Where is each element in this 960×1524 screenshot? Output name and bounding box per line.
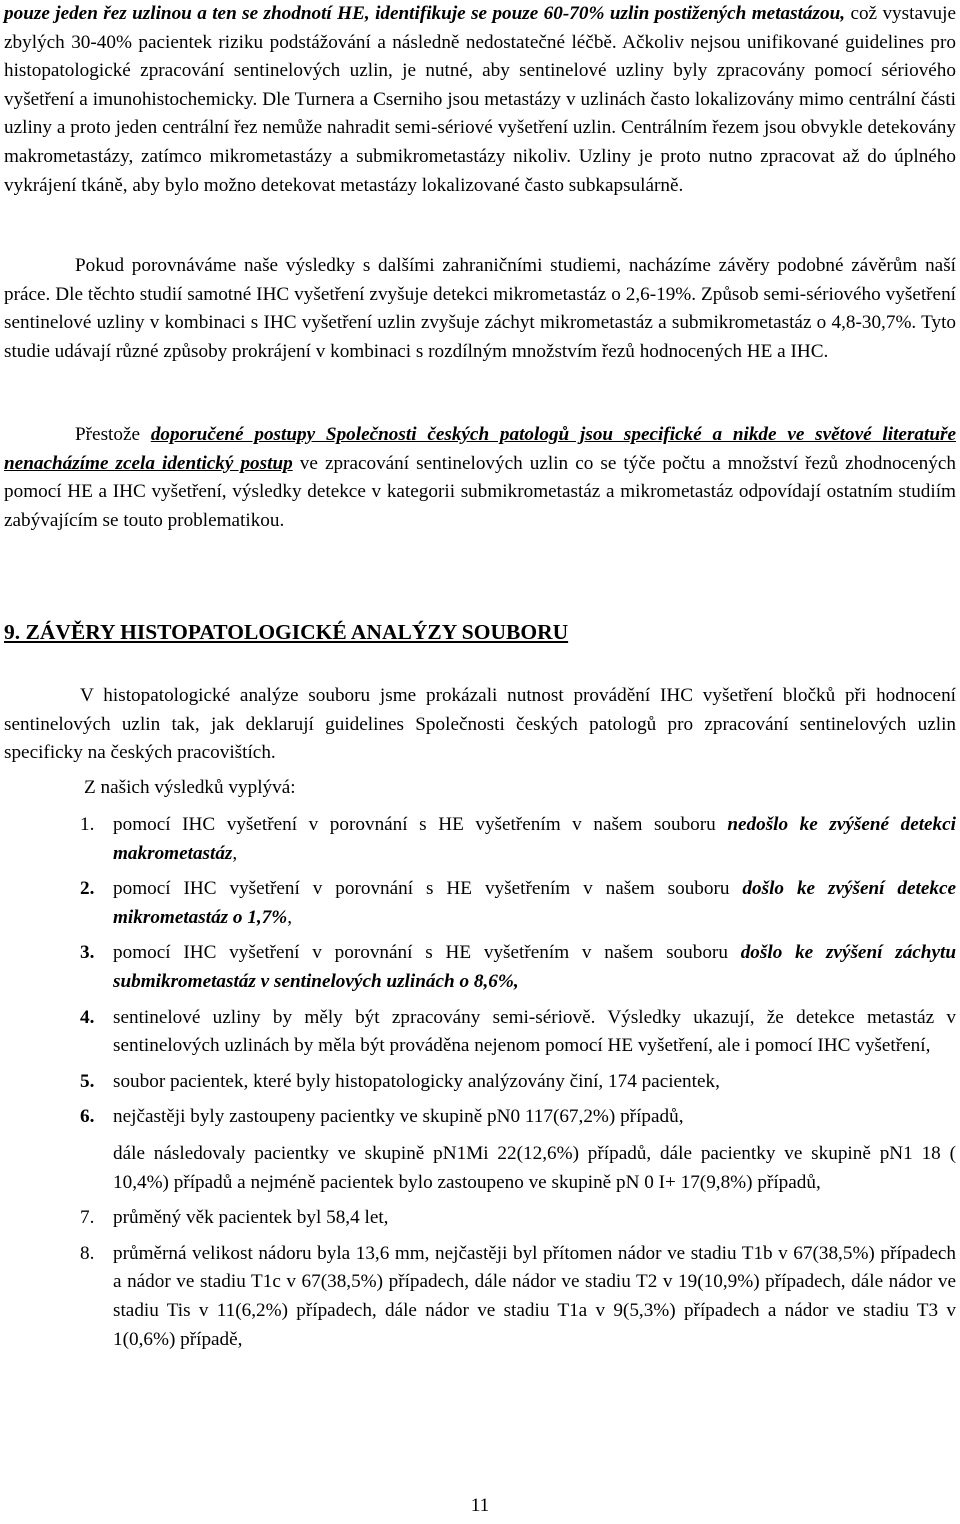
list-number: 3. xyxy=(80,942,95,964)
paragraph-conclusion: V histopatologické analýze souboru jsme prokázali nutnost provádění IHC vyšetření bločků při hodnocení sentinelových uzlin tak, jak deklarují guidelines Společnosti českých patologů pro zpracování sentinelových uzlin specificky na českých pracovištích. xyxy=(4,685,956,764)
emphasis-text: došlo ke zvýšení záchytu submikrometastáz v sentinelových uzlinách o 8,6%, xyxy=(113,942,956,992)
list-item xyxy=(4,1240,956,1354)
list-item-continuation: dále následovaly pacientky ve skupině pN1Mi 22(12,6%) případů, dále pacientky ve skupině pN1 18 ( 10,4%) případů a nejméně pacientek bylo zastoupeno ve skupině pN 0 I+ 17(9,8%) případů, xyxy=(113,1142,956,1193)
list-number: 7. xyxy=(80,1207,95,1229)
list-item xyxy=(4,1004,956,1061)
list-number: 8. xyxy=(80,1242,95,1264)
list-item xyxy=(4,875,956,932)
paragraph-recommendations xyxy=(4,421,956,535)
list-item xyxy=(4,1103,956,1132)
list-number: 6. xyxy=(80,1106,95,1128)
list-text: průměný věk pacientek byl 58,4 let, xyxy=(113,1207,389,1229)
list-text: pomocí IHC vyšetření v porovnání s HE vyšetřením v našem souboru xyxy=(113,878,743,900)
list-item xyxy=(4,1068,956,1097)
list-text: pomocí IHC vyšetření v porovnání s HE vyšetřením v našem souboru xyxy=(113,942,741,964)
list-number: 4. xyxy=(80,1006,95,1028)
list-text: průměrná velikost nádoru byla 13,6 mm, nejčastěji byl přítomen nádor ve stadiu T1b v 67(38,5%) případech a nádor ve stadiu T1c v 67(38,5%) případech, dále nádor ve stadiu T2 v 19(10,9%) případech, dále nádor ve stadiu Tis v 11(6,2%) případech, dále nádor ve stadiu T1a v 9(5,3%) případech a nádor ve stadiu T3 v 1(0,6%) případě, xyxy=(113,1242,956,1350)
list-number: 5. xyxy=(80,1070,95,1092)
list-number: 2. xyxy=(80,878,95,900)
list-text: nejčastěji byly zastoupeny pacientky ve skupině pN0 117(67,2%) případů, xyxy=(113,1106,684,1128)
list-text: sentinelové uzliny by měly být zpracovány semi-sériově. Výsledky ukazují, že detekce metastáz v sentinelových uzlinách by měla být prováděna nejenom pomocí HE vyšetření, ale i pomocí IHC vyšetření, xyxy=(113,1006,956,1057)
list-text: , xyxy=(232,842,238,864)
results-intro: Z našich výsledků vyplývá: xyxy=(84,777,296,798)
section-heading: 9. ZÁVĚRY HISTOPATOLOGICKÉ ANALÝZY SOUBORU xyxy=(4,620,569,644)
list-number: 1. xyxy=(80,814,95,835)
body-text: což vystavuje zbylých 30-40% pacientek riziku podstážování a následně nedostatečné léčbě. Ačkoliv nejsou unifikované guidelines pro histopatologické zpracování sentinelových uzlin, je nutné, aby sentinelové uzliny byly zpracovány pomocí sériového vyšetření a imunohistochemicky. Dle Turnera a Cserniho jsou metastázy v uzlinách často lokalizovány mimo centrální části uzliny a proto jeden centrální řez nemůže nahradit semi-sériové vyšetření uzlin. Centrálním řezem jsou obvykle detekovány makrometastázy, zatímco mikrometastázy a submikrometastázy nikoliv. Uzliny je proto nutno zpracovat až do úplného vykrájení tkáně, aby bylo možno detekovat metastázy lokalizované často subkapsulárně. xyxy=(4,3,956,196)
paragraph-comparison: Pokud porovnáváme naše výsledky s dalšími zahraničními studiemi, nacházíme závěry podobné závěrům naší práce. Dle těchto studií samotné IHC vyšetření zvyšuje detekci mikrometastáz o 2,6-19%. Způsob semi-sériového vyšetření sentinelové uzliny v kombinaci s IHC vyšetření uzlin zvyšuje záchyt mikrometastáz a submikrometastáz o 4,8-30,7%. Tyto studie udávají různé způsoby prokrájení v kombinaci s rozdílným množstvím řezů hodnocených HE a IHC. xyxy=(4,255,956,362)
emphasis-text: došlo ke zvýšení detekce mikrometastáz o 1,7% xyxy=(113,878,957,928)
list-text: soubor pacientek, které byly histopatologicky analýzovány činí, 174 pacientek, xyxy=(113,1070,720,1092)
emphasis-text: doporučené postupy Společnosti českých patologů jsou specifické a nikde ve světové literatuře nenacházíme zcela identický postup xyxy=(4,424,956,474)
body-text: ve zpracování sentinelových uzlin co se týče počtu a množství řezů zhodnocených pomocí HE a IHC vyšetření, výsledky detekce v kategorii submikrometastáz a mikrometastáz odpovídají ostatním studiím zabývajícím se touto problematikou. xyxy=(4,452,956,531)
body-text: Přestože xyxy=(75,424,151,445)
list-text: , xyxy=(287,906,293,928)
paragraph-continuation xyxy=(4,0,956,200)
list-text: pomocí IHC vyšetření v porovnání s HE vyšetřením v našem souboru xyxy=(113,814,728,835)
emphasis-text: nedošlo ke zvýšené detekci makrometastáz xyxy=(113,814,957,864)
emphasis-text: pouze jeden řez uzlinou a ten se zhodnotí HE, identifikuje se pouze 60-70% uzlin postižených metastázou, xyxy=(4,3,846,24)
list-item xyxy=(4,1204,956,1233)
page-number: 11 xyxy=(470,1495,490,1516)
list-item xyxy=(4,939,956,996)
list-item xyxy=(4,811,956,868)
results-list xyxy=(4,811,956,1354)
